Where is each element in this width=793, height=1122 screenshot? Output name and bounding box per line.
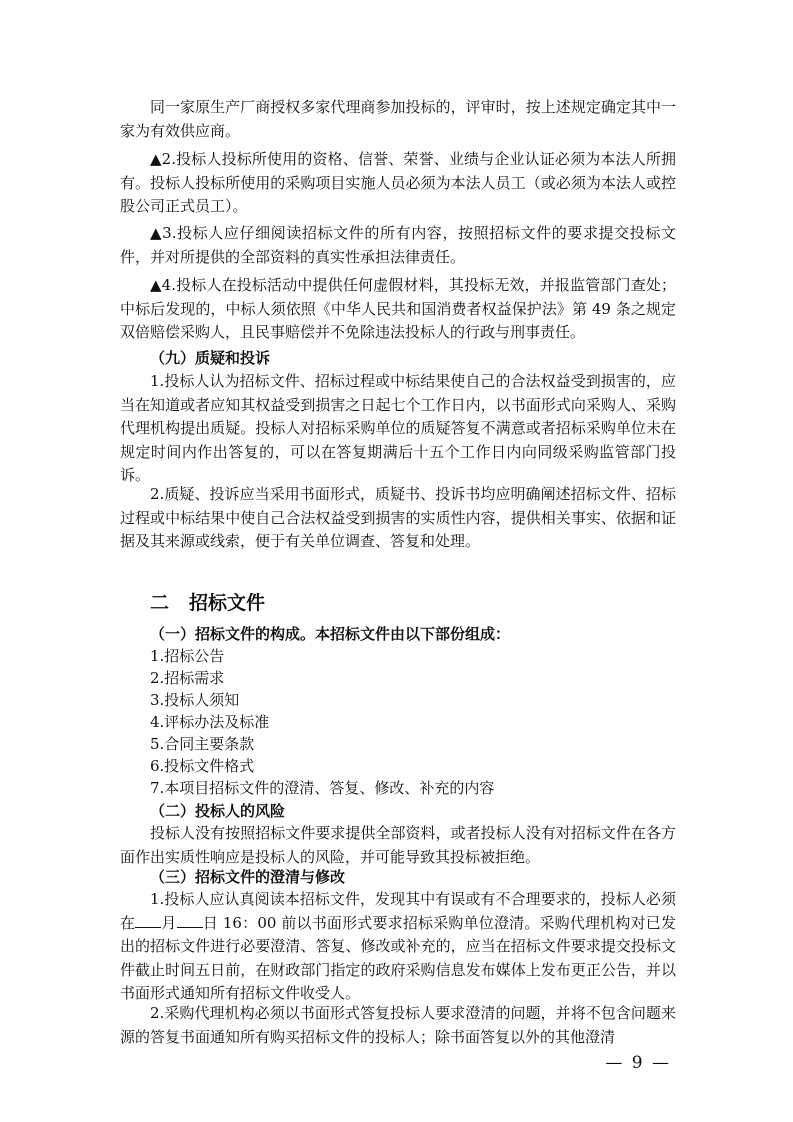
list-item: 6.投标文件格式 xyxy=(150,757,255,775)
list-item: 4.评标办法及标准 xyxy=(150,713,270,731)
clarification-month: 月 xyxy=(161,913,177,932)
list-item: 3.投标人须知 xyxy=(150,691,240,709)
paragraph-read-documents: ▲3.投标人应仔细阅读招标文件的所有内容，按照招标文件的要求提交投标文件，并对所提供的全部资料的真实性承担法律责任。 xyxy=(120,224,676,266)
paragraph-clarification-1 xyxy=(120,888,676,1006)
paragraph-inquiry: 1.投标人认为招标文件、招标过程或中标结果使自己的合法权益受到损害的，应当在知道或者应知其权益受到损害之日起七个工作日内，以书面形式向采购人、采购代理机构提出质疑。投标人对招标采购单位的质疑答复不满意或者招标采购单位未在规定时间内作出答复的，可以在答复期满后十五个工作日内向同级采购监管部门投诉。 xyxy=(120,372,676,484)
chapter-number: 二 xyxy=(150,592,170,614)
paragraph-clarification-2: 2.采购代理机构必须以书面形式答复投标人要求澄清的问题，并将不包含问题来源的答复书面通知所有购买招标文件的投标人；除书面答复以外的其他澄清 xyxy=(120,1004,676,1046)
blank-day xyxy=(177,913,203,928)
page-number: — 9 — xyxy=(605,1053,671,1073)
list-item: 1.招标公告 xyxy=(150,647,225,665)
list-item: 7.本项目招标文件的澄清、答复、修改、补充的内容 xyxy=(150,779,495,797)
list-item: 2.招标需求 xyxy=(150,669,225,687)
heading-bidder-risk: （二）投标人的风险 xyxy=(150,802,286,820)
chapter-title xyxy=(150,588,265,615)
heading-document-composition: （一）招标文件的构成。本招标文件由以下部份组成： xyxy=(150,625,511,643)
blank-month xyxy=(135,913,161,928)
paragraph-complaint-form: 2.质疑、投诉应当采用书面形式，质疑书、投诉书均应明确阐述招标文件、招标过程或中标结果中使自己合法权益受到损害的实质性内容，提供相关事实、依据和证据及其来源或线索，便于有关单位调查、答复和处理。 xyxy=(120,485,676,550)
heading-inquiry-complaint: （九）质疑和投诉 xyxy=(150,349,271,367)
chapter-name: 招标文件 xyxy=(189,592,266,614)
paragraph-bidder-risk: 投标人没有按照招标文件要求提供全部资料，或者投标人没有对招标文件在各方面作出实质性响应是投标人的风险，并可能导致其投标被拒绝。 xyxy=(120,824,676,866)
paragraph-false-materials: ▲4.投标人在投标活动中提供任何虚假材料，其投标无效，并报监管部门查处；中标后发现的，中标人须依照《中华人民共和国消费者权益保护法》第 49 条之规定双倍赔偿采购人，且民事赔偿并不免除违法投标人的行政与刑事责任。 xyxy=(120,276,676,341)
paragraph-supplier-authorization: 同一家原生产厂商授权多家代理商参加投标的，评审时，按上述规定确定其中一家为有效供应商。 xyxy=(120,98,676,140)
clarification-text-b: 日 16：00 前以书面形式要求招标采购单位澄清。采购代理机构对已发出的招标文件进行必要澄清、答复、修改或补充的，应当在招标文件要求提交投标文件截止时间五日前，在财政部门指定的政府采购信息发布媒体上发布更正公告，并以书面形式通知所有招标文件收受人。 xyxy=(120,913,676,1002)
heading-clarification: （三）招标文件的澄清与修改 xyxy=(150,868,346,886)
list-item: 5.合同主要条款 xyxy=(150,735,255,753)
clarification-text-a: 1.投标人应认真阅读本招标文件，发现其中有误或有不合理要求的，投标人必须在 xyxy=(120,890,676,932)
paragraph-qualification: ▲2.投标人投标所使用的资格、信誉、荣誉、业绩与企业认证必须为本法人所拥有。投标人投标所使用的采购项目实施人员必须为本法人员工（或必须为本法人或控股公司正式员工）。 xyxy=(120,150,676,215)
